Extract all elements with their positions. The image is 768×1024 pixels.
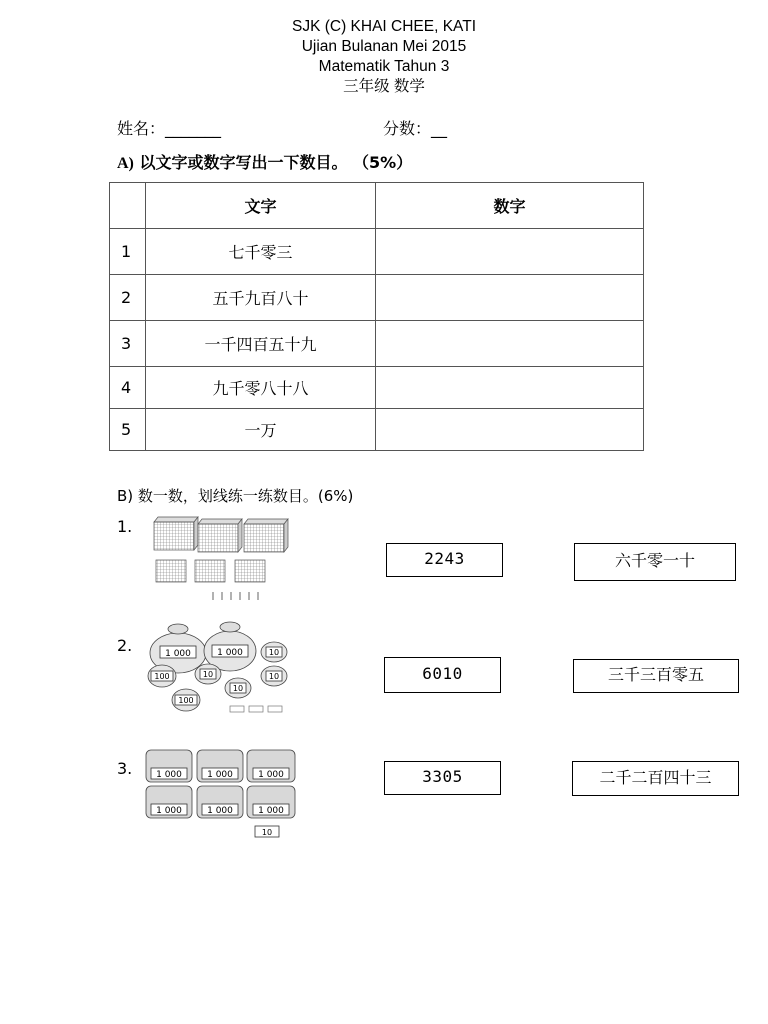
money-bag-icon — [204, 622, 256, 671]
row-number: 3 — [110, 321, 146, 367]
subject-title-chinese: 三年级 数学 — [343, 78, 425, 95]
money-tin-icon — [146, 786, 192, 818]
thousand-cube-icon — [198, 519, 242, 552]
money-tin-icon — [247, 750, 295, 782]
name-label: 姓名： — [117, 119, 166, 138]
row-answer-cell[interactable] — [376, 409, 644, 451]
money-tin-label: 1 000 — [207, 806, 233, 816]
money-tin-label: 1 000 — [156, 770, 182, 780]
row-answer-cell[interactable] — [376, 321, 644, 367]
section-b-instruction: B) 数一数，划线练一练数目。(6%) — [117, 487, 354, 505]
column-header-words: 文字 — [146, 183, 376, 229]
words-box[interactable]: 六千零一十 — [574, 543, 736, 581]
row-number: 1 — [110, 229, 146, 275]
number-box[interactable]: 3305 — [384, 761, 501, 795]
coins-icon — [230, 706, 282, 712]
section-a-table — [109, 182, 644, 451]
words-box[interactable]: 二千二百四十三 — [572, 761, 739, 796]
row-words: 一万 — [146, 409, 376, 451]
row-words: 七千零三 — [146, 229, 376, 275]
money-tin-icon — [197, 750, 243, 782]
money-bag-label: 100 — [154, 672, 170, 681]
money-bag-label: 10 — [202, 670, 214, 679]
row-answer-cell[interactable] — [376, 367, 644, 409]
ten-note-label: 10 — [261, 828, 273, 837]
row-answer-cell[interactable] — [376, 275, 644, 321]
hundred-flat-icon — [156, 560, 186, 582]
question-number: 3. — [117, 759, 133, 778]
money-bag-label: 10 — [268, 672, 280, 681]
table-row — [110, 229, 644, 275]
row-words: 五千九百八十 — [146, 275, 376, 321]
money-bag-label: 1 000 — [217, 648, 243, 658]
ten-rods-icon — [213, 592, 258, 600]
money-bag-icon — [261, 642, 287, 662]
name-blank[interactable]: _______ — [165, 119, 222, 138]
score-field[interactable] — [383, 116, 447, 139]
money-tin-label: 1 000 — [156, 806, 182, 816]
page-header — [0, 17, 768, 97]
section-a-text: 以文字或数字写出一下数目。 （5%） — [133, 153, 413, 172]
table-row — [110, 321, 644, 367]
subject-title: Matematik Tahun 3 — [318, 58, 450, 75]
row-number: 5 — [110, 409, 146, 451]
row-number: 4 — [110, 367, 146, 409]
row-words: 一千四百五十九 — [146, 321, 376, 367]
score-label: 分数： — [383, 119, 432, 138]
money-bag-label: 1 000 — [165, 649, 191, 659]
question-number: 1. — [117, 517, 133, 536]
money-tins-picture — [143, 746, 299, 842]
row-number: 2 — [110, 275, 146, 321]
money-bag-icon — [172, 689, 200, 711]
money-bags-picture — [146, 618, 296, 716]
score-blank[interactable]: __ — [431, 119, 448, 138]
thousand-cube-icon — [154, 517, 198, 550]
table-row — [110, 275, 644, 321]
hundred-flat-icon — [235, 560, 265, 582]
money-tin-icon — [197, 786, 243, 818]
table-row — [110, 409, 644, 451]
money-tin-label: 1 000 — [258, 770, 284, 780]
name-field[interactable] — [117, 116, 221, 139]
money-tin-icon — [247, 786, 295, 818]
money-tin-label: 1 000 — [258, 806, 284, 816]
row-words: 九千零八十八 — [146, 367, 376, 409]
column-header-digits: 数字 — [376, 183, 644, 229]
number-box[interactable]: 6010 — [384, 657, 501, 693]
money-bag-icon — [148, 665, 176, 687]
section-a-letter: A) — [117, 155, 134, 172]
base-ten-blocks-picture — [148, 512, 294, 602]
money-bag-label: 100 — [178, 696, 194, 705]
words-box[interactable]: 三千三百零五 — [573, 659, 739, 693]
money-bag-label: 10 — [232, 684, 244, 693]
thousand-cube-icon — [244, 519, 288, 552]
number-box[interactable]: 2243 — [386, 543, 503, 577]
money-bag-icon — [261, 666, 287, 686]
exam-title: Ujian Bulanan Mei 2015 — [301, 38, 467, 55]
section-a-instruction — [117, 150, 412, 173]
money-tin-icon — [146, 750, 192, 782]
hundred-flat-icon — [195, 560, 225, 582]
ten-note-icon — [255, 826, 279, 837]
money-bag-label: 10 — [268, 648, 280, 657]
table-header-row — [110, 183, 644, 229]
school-name: SJK (C) KHAI CHEE, KATI — [291, 18, 477, 35]
column-header-number — [110, 183, 146, 229]
money-tin-label: 1 000 — [207, 770, 233, 780]
question-number: 2. — [117, 636, 133, 655]
money-bag-icon — [225, 678, 251, 698]
table-row — [110, 367, 644, 409]
row-answer-cell[interactable] — [376, 229, 644, 275]
money-bag-icon — [195, 664, 221, 684]
